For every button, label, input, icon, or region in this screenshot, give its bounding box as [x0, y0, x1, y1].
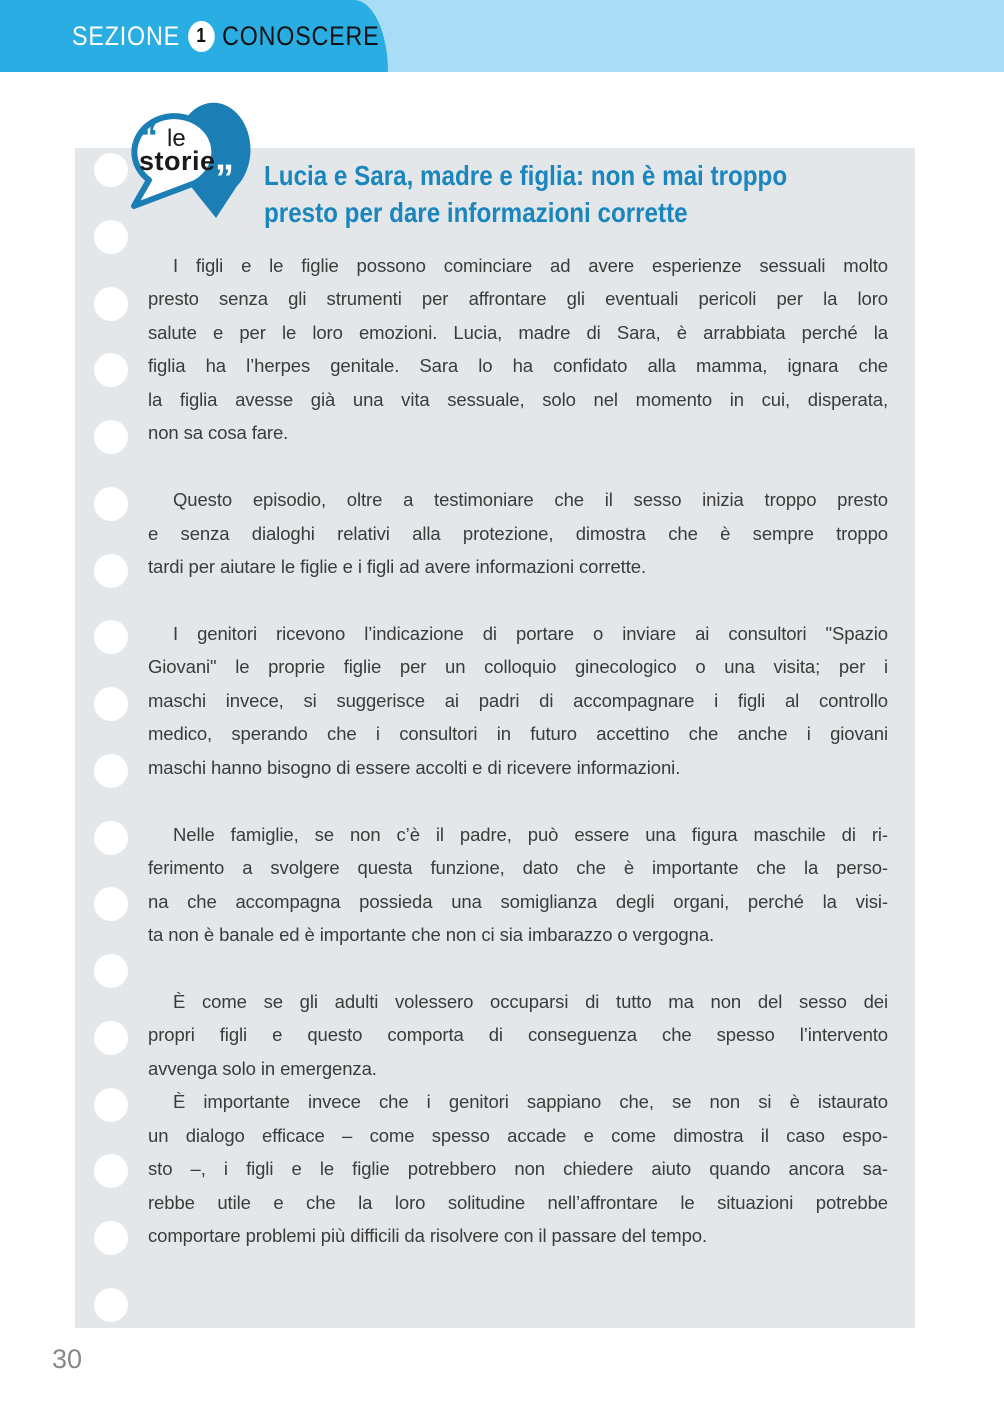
story-paragraph: [148, 1085, 888, 1252]
binder-hole: [94, 487, 128, 521]
story-title: [264, 157, 787, 231]
binder-hole: [94, 821, 128, 855]
text-line: tardi per aiutare le figlie e i figli ad avere informazioni corrette.: [148, 556, 646, 578]
logo-close-quote-icon: ”: [215, 158, 234, 200]
binder-hole: [94, 287, 128, 321]
binder-hole: [94, 353, 128, 387]
binder-hole: [94, 554, 128, 588]
section-title: CONOSCERE: [222, 20, 380, 51]
section-header-band: [0, 0, 1004, 72]
text-line: e senza dialoghi relativi alla protezione, dimostra che è sempre troppo: [148, 522, 888, 544]
text-line: propri figli e questo comporta di conseguenza che spesso l’intervento: [148, 1024, 888, 1046]
text-line: È importante invece che i genitori sappiano che, se non si è istaurato: [173, 1091, 888, 1113]
text-line: I figli e le figlie possono cominciare ad avere esperienze sessuali molto: [173, 255, 888, 276]
story-paragraphs: [148, 249, 888, 1253]
text-line: salute e per le loro emozioni. Lucia, madre di Sara, è arrabbiata perché la: [148, 321, 888, 343]
le-storie-logo: [116, 96, 256, 226]
logo-word-storie: storie: [139, 146, 216, 176]
text-line: sto –, i figli e le figlie potrebbero non chiedere aiuto quando ancora sa-: [148, 1158, 888, 1180]
section-header: [72, 0, 380, 72]
text-line: Nelle famiglie, se non c’è il padre, può essere una figura maschile di ri-: [173, 823, 888, 845]
logo-open-quote-icon: “: [140, 116, 158, 157]
story-paragraph: [148, 249, 888, 450]
text-line: Questo episodio, oltre a testimoniare che il sesso inizia troppo presto: [173, 489, 888, 511]
text-line: rebbe utile e che la loro solitudine nell’affrontare le situazioni potrebbe: [148, 1191, 888, 1213]
story-paragraph: [148, 818, 888, 952]
section-number-badge: [188, 21, 215, 52]
text-line: la figlia avesse già una vita sessuale, solo nel momento in cui, disperata,: [148, 388, 888, 410]
text-line: na che accompagna possieda una somiglianza degli organi, perché la visi-: [148, 890, 888, 912]
story-panel: [75, 148, 915, 1328]
binder-hole: [94, 420, 128, 454]
logo-word-le: le: [167, 125, 186, 152]
speech-bubble-icon: [116, 96, 256, 226]
story-paragraph: [148, 483, 888, 583]
binder-hole: [94, 687, 128, 721]
text-line: È come se gli adulti volessero occuparsi di tutto ma non del sesso dei: [173, 990, 888, 1012]
text-line: maschi hanno bisogno di essere accolti e di ricevere informazioni.: [148, 756, 681, 778]
text-line: ferimento a svolgere questa funzione, dato che è importante che la perso-: [148, 857, 888, 879]
text-line: Giovani" le proprie figlie per un colloquio ginecologico o una visita; per i: [148, 656, 888, 678]
text-line: I genitori ricevono l’indicazione di portare o inviare ai consultori "Spazio: [173, 622, 888, 644]
text-line: un dialogo efficace – come spesso accade e come dimostra il caso espo-: [148, 1124, 888, 1146]
binder-hole: [94, 887, 128, 921]
section-label: SEZIONE: [72, 20, 180, 51]
binder-hole: [94, 1288, 128, 1322]
story-title-line-2: presto per dare informazioni corrette: [264, 197, 688, 228]
story-paragraph: [148, 617, 888, 784]
binder-hole: [94, 1221, 128, 1255]
text-line: ta non è banale ed è importante che non ci sia imbarazzo o vergogna.: [148, 924, 715, 946]
section-number: 1: [196, 24, 206, 47]
binder-hole: [94, 1154, 128, 1188]
text-line: maschi invece, si suggerisce ai padri di accompagnare i figli al controllo: [148, 689, 888, 711]
page-number: 30: [52, 1344, 83, 1374]
text-line: figlia ha l’herpes genitale. Sara lo ha confidato alla mamma, ignara che: [148, 355, 888, 377]
story-title-line-1: Lucia e Sara, madre e figlia: non è mai troppo: [264, 160, 788, 191]
text-line: presto senza gli strumenti per affrontare gli eventuali pericoli per la loro: [148, 288, 888, 310]
binder-hole: [94, 1021, 128, 1055]
binder-hole: [94, 620, 128, 654]
text-line: comportare problemi più difficili da risolvere con il passare del tempo.: [148, 1225, 708, 1247]
story-paragraph: [148, 985, 888, 1085]
binder-hole: [94, 954, 128, 988]
text-line: avvenga solo in emergenza.: [148, 1057, 377, 1079]
text-line: medico, sperando che i consultori in futuro accettino che anche i giovani: [148, 723, 888, 745]
binder-hole: [94, 1088, 128, 1122]
binder-hole: [94, 754, 128, 788]
text-line: non sa cosa fare.: [148, 422, 289, 444]
